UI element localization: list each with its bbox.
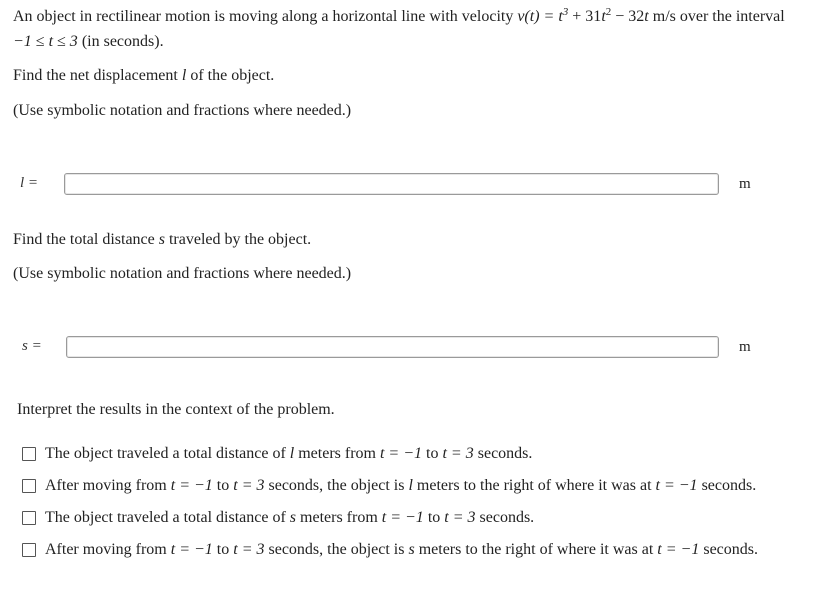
checkbox-choice-4[interactable] [22,543,36,557]
checkbox-choice-1[interactable] [22,447,36,461]
problem-statement: An object in rectilinear motion is moving along a horizontal line with velocity $v(t) = t^3 + 31t^2 - 32t$ m/s over the interval [13,6,785,25]
distance-label: s = [22,338,42,354]
choice-2[interactable] [22,476,756,496]
checkbox-choice-3[interactable] [22,511,36,525]
distance-unit: m [739,339,751,355]
displacement-label: l = [20,175,39,191]
choice-3[interactable] [22,508,534,528]
choice-4[interactable] [22,540,758,560]
displacement-note: (Use symbolic notation and fractions where needed.) [13,102,352,119]
problem-interval: −1 ≤ t ≤ 3 (in seconds). [13,33,164,50]
displacement-unit: m [739,176,751,192]
choice-1[interactable] [22,444,532,464]
checkbox-choice-2[interactable] [22,479,36,493]
displacement-prompt: Find the net displacement l of the object. [13,67,275,84]
choice-2-label: After moving from t = −1 to t = 3 seconds, the object is l meters to the right of where it was at t = −1 seconds. [45,477,757,494]
choice-1-label: The object traveled a total distance of l meters from t = −1 to t = 3 seconds. [45,445,533,462]
velocity-function: $v(t) = t^3$ [517,6,569,25]
distance-input[interactable] [66,336,719,358]
distance-note: (Use symbolic notation and fractions where needed.) [13,265,352,282]
interpret-prompt: Interpret the results in the context of the problem. [17,401,335,418]
distance-prompt: Find the total distance s traveled by the object. [13,231,312,248]
displacement-input[interactable] [64,173,719,195]
choice-4-label: After moving from t = −1 to t = 3 seconds, the object is s meters to the right of where it was at t = −1 seconds. [45,541,758,558]
choice-3-label: The object traveled a total distance of s meters from t = −1 to t = 3 seconds. [45,509,535,526]
